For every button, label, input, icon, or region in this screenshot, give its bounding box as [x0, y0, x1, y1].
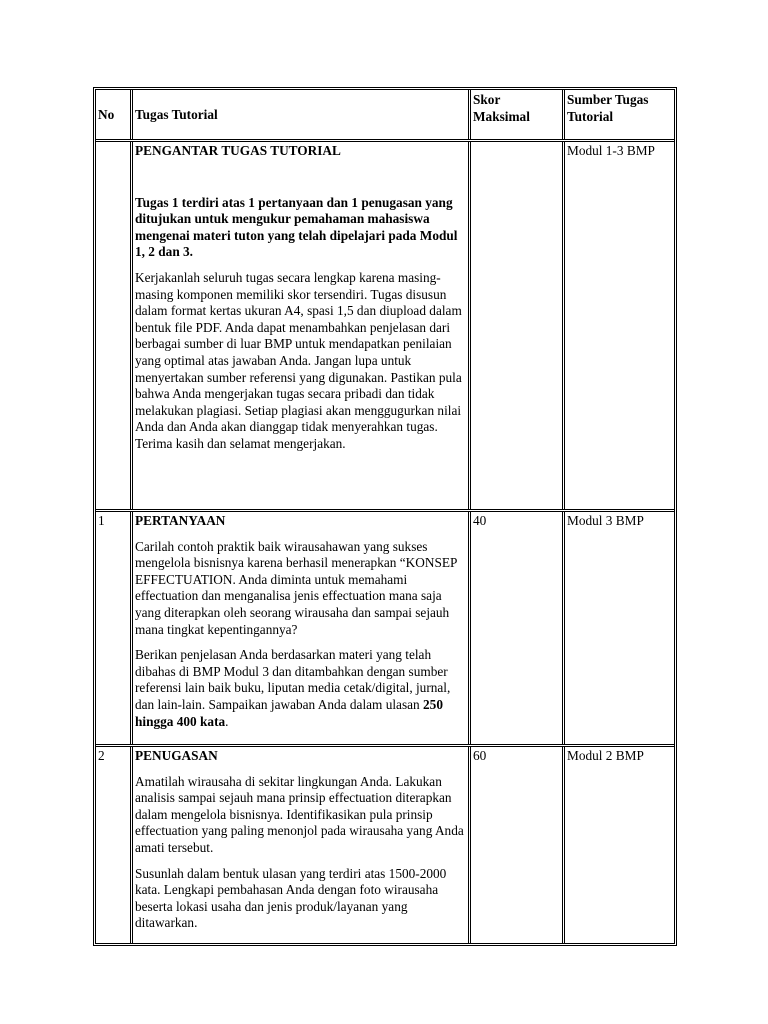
table-row	[96, 512, 674, 747]
header-no-label: No	[98, 107, 115, 123]
task-instructions: Kerjakanlah seluruh tugas secara lengkap karena masing-masing komponen memiliki skor tersendiri. Tugas disusun dalam format kertas ukuran A4, spasi 1,5 dan diupload dalam bentuk file PDF. Anda dapat menambahkan penjelasan dari berbagai sumber di luar BMP untuk mendapatkan penilaian yang optimal atas jawaban Anda. Jangan lupa untuk menyertakan sumber referensi yang digunakan. Pastikan pula bahwa Anda mengerjakan tugas secara pribadi dan tidak melakukan plagiasi. Setiap plagiasi akan menggugurkan nilai Anda dan Anda akan dianggap tidak menyerahkan tugas. Terima kasih dan selamat mengerjakan.	[135, 269, 462, 451]
task-paragraph	[135, 647, 466, 730]
task-title: PENUGASAN	[135, 748, 218, 763]
task-cell	[133, 142, 471, 509]
tutorial-task-table	[93, 87, 677, 946]
task-paragraph-text: Berikan penjelasan Anda berdasarkan materi yang telah dibahas di BMP Modul 3 dan ditambahkan dengan sumber referensi lain baik buku, liputan media cetak/digital, jurnal, dan lain-lain. Sampaikan jawaban Anda dalam ulasan	[135, 647, 451, 712]
task-source: Modul 2 BMP	[567, 748, 644, 763]
row-number	[96, 142, 133, 509]
header-source: Sumber Tugas Tutorial	[567, 92, 649, 124]
max-score: 60	[471, 747, 565, 943]
max-score	[471, 142, 565, 509]
task-source: Modul 1-3 BMP	[567, 143, 655, 158]
table-header-row	[96, 90, 674, 142]
header-task	[133, 90, 471, 139]
task-paragraph-end: .	[225, 713, 229, 729]
task-cell	[133, 747, 471, 943]
header-no	[96, 90, 133, 139]
task-paragraph: Susunlah dalam bentuk ulasan yang terdiri atas 1500-2000 kata. Lengkapi pembahasan Anda dengan foto wirausaha beserta lokasi usaha dan jenis produk/layanan yang ditawarkan.	[135, 865, 447, 931]
task-paragraph: Amatilah wirausaha di sekitar lingkungan Anda. Lakukan analisis sampai sejauh mana prinsip effectuation diterapkan dalam mengelola bisnisnya. Identifikasikan pula prinsip effectuation yang paling menonjol pada wirausaha yang Anda amati tersebut.	[135, 773, 464, 855]
word-count-emphasis: 250 hingga 400 kata	[135, 696, 443, 729]
task-source: Modul 3 BMP	[567, 513, 644, 528]
header-score: Skor Maksimal	[471, 90, 565, 139]
task-title: PENGANTAR TUGAS TUTORIAL	[135, 143, 341, 158]
task-title: PERTANYAAN	[135, 513, 226, 528]
task-cell	[133, 512, 471, 744]
task-intro: Tugas 1 terdiri atas 1 pertanyaan dan 1 penugasan yang ditujukan untuk mengukur pemahaman mahasiswa mengenai materi tuton yang telah dipelajari pada Modul 1, 2 dan 3.	[135, 194, 458, 260]
header-task-label: Tugas Tutorial	[135, 107, 218, 123]
table-row	[96, 747, 674, 943]
row-number: 1	[96, 512, 133, 744]
max-score: 40	[471, 512, 565, 744]
table-row	[96, 142, 674, 512]
row-number: 2	[96, 747, 133, 943]
task-paragraph: Carilah contoh praktik baik wirausahawan yang sukses mengelola bisnisnya karena berhasil menerapkan “KONSEP EFFECTUATION. Anda diminta untuk memahami effectuation dan menganalisa jenis effectuation mana saja yang diterapkan oleh seorang wirausaha dan sampai sejauh mana tingkat kepentingannya?	[135, 538, 457, 637]
